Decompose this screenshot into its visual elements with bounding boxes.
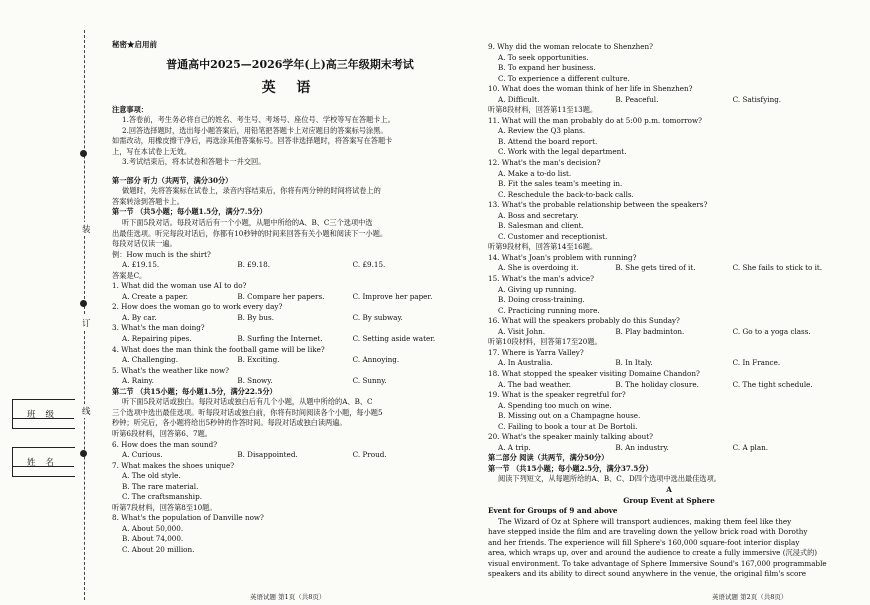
example-question: 例：How much is the shirt? xyxy=(112,249,211,259)
option-a[interactable]: A. By car. xyxy=(122,312,157,322)
page-footer-left: 英语试题 第1页（共8页） xyxy=(250,593,326,601)
binding-hole xyxy=(80,300,87,307)
question-text: 14. What's Joan's problem with running? xyxy=(488,252,637,262)
material-note: 听第10段材料，回答第17至20题。 xyxy=(488,337,602,347)
class-field-label-box xyxy=(12,399,75,429)
option-c[interactable]: C. Customer and receptionist. xyxy=(498,231,608,241)
option-b[interactable]: B. Compare her papers. xyxy=(237,291,325,301)
option-c[interactable]: C. A plan. xyxy=(732,442,769,452)
option-a[interactable]: A. Boss and secretary. xyxy=(498,210,579,220)
question-text: 9. Why did the woman relocate to Shenzhen? xyxy=(488,42,653,51)
question-text: 19. What is the speaker regretful for? xyxy=(488,390,626,400)
listening-intro: 答案转涂到答题卡上。 xyxy=(112,196,184,206)
option-b[interactable]: B. By bus. xyxy=(237,312,275,322)
question-text: 13. What's the probable relationship between the speakers? xyxy=(488,200,708,210)
section-1-intro: 每段对话仅读一遍。 xyxy=(112,239,177,249)
question-options xyxy=(112,292,468,303)
option-a[interactable]: A. Review the Q3 plans. xyxy=(498,126,586,136)
passage-line: The Wizard of Oz at Sphere will transport audiences, making them feel like they xyxy=(498,516,792,526)
question-text: 18. What stopped the speaker visiting Domaine Chandon? xyxy=(488,368,700,378)
option-b[interactable]: B. About 74,000. xyxy=(122,534,184,544)
passage-title: Group Event at Sphere xyxy=(623,495,715,505)
option-c[interactable]: C. Reschedule the back-to-back calls. xyxy=(498,189,634,199)
question-options xyxy=(112,450,468,461)
section-1-intro: 听下面5段对话。每段对话后有一个小题，从题中所给的A、B、C三个选项中选 xyxy=(122,218,373,228)
material-note: 听第9段材料，回答第14至16题。 xyxy=(488,242,598,252)
option-a[interactable]: A. Create a paper. xyxy=(122,291,188,301)
option-a[interactable]: A. Make a to-do list. xyxy=(498,168,572,178)
option-a[interactable]: A. Difficult. xyxy=(498,94,540,104)
option-c[interactable]: C. Proud. xyxy=(352,450,387,460)
option-b[interactable]: B. She gets tired of it. xyxy=(615,263,696,273)
option-a[interactable]: A. Challenging. xyxy=(122,355,179,365)
reading-section-1-title: 第一节 （共15小题；每小题2.5分，满分37.5分） xyxy=(488,463,653,473)
question-text: 17. Where is Yarra Valley? xyxy=(488,347,584,357)
section-2-intro: 秒钟；听完后，各小题将给出5秒钟的作答时间。每段对话或独白读两遍。 xyxy=(112,418,347,428)
option-b[interactable]: B. Peaceful. xyxy=(615,94,659,104)
question-options xyxy=(112,313,468,324)
option-a[interactable]: A. She is overdoing it. xyxy=(498,263,579,273)
question-options xyxy=(488,263,850,274)
passage-letter: A xyxy=(666,484,672,494)
option-a[interactable]: A. Visit John. xyxy=(498,326,546,336)
question-text: 3. What's the man doing? xyxy=(112,323,205,333)
section-1-title: 第一节 （共5小题；每小题1.5分，满分7.5分） xyxy=(112,207,267,217)
option-c[interactable]: C. The tight schedule. xyxy=(732,379,813,389)
option-b[interactable]: B. Disappointed. xyxy=(237,450,298,460)
question-text: 20. What's the speaker mainly talking about? xyxy=(488,432,653,442)
example-answer: 答案是C。 xyxy=(112,270,147,280)
passage-line: have stepped inside the film and are traveling down the yellow brick road with Dorothy xyxy=(488,527,808,537)
option-a: A. £19.15. xyxy=(122,260,160,270)
question-options xyxy=(112,376,468,387)
notes-line: 3.考试结束后，将本试卷和答题卡一并交回。 xyxy=(122,157,266,167)
option-a[interactable]: A. Curious. xyxy=(122,450,163,460)
material-note: 听第7段材料，回答第8至10题。 xyxy=(112,502,217,512)
question-text: 4. What does the man think the football game will be like? xyxy=(112,344,325,354)
material-note: 听第8段材料，回答第11至13题。 xyxy=(488,105,598,115)
option-b[interactable]: B. The rare material. xyxy=(122,481,199,491)
option-c[interactable]: C. To experience a different culture. xyxy=(498,73,630,83)
notes-line: 上，写在本试卷上无效。 xyxy=(112,146,192,156)
option-c[interactable]: C. By subway. xyxy=(352,312,403,322)
class-field[interactable] xyxy=(12,418,74,419)
secret-label: 秘密★启用前 xyxy=(112,40,157,49)
event-heading: Event for Groups of 9 and above xyxy=(488,506,618,516)
option-c[interactable]: C. Go to a yoga class. xyxy=(732,326,811,336)
option-b[interactable]: B. Doing cross-training. xyxy=(498,295,585,305)
option-a[interactable]: A. About 50,000. xyxy=(122,523,184,533)
question-text: 16. What will the speakers probably do this Sunday? xyxy=(488,316,680,326)
binding-char: 装 xyxy=(82,222,91,236)
section-2-intro: 三个选项中选出最佳选项。听每段对话或独白前，你将有时间阅读各个小题，每小题5 xyxy=(112,407,383,417)
binding-hole xyxy=(80,150,87,157)
option-b[interactable]: B. Snowy. xyxy=(237,376,273,386)
question-options xyxy=(488,380,850,391)
name-field[interactable] xyxy=(12,466,74,467)
option-c[interactable]: C. In France. xyxy=(732,358,781,368)
subject-title: 英 语 xyxy=(261,79,319,96)
notes-line: 1.答卷前，考生务必将自己的姓名、考生号、考场号、座位号、学校等写在答题卡上。 xyxy=(122,115,395,125)
option-b[interactable]: B. The holiday closure. xyxy=(615,379,699,389)
option-a[interactable]: A. The bad weather. xyxy=(498,379,571,389)
option-b[interactable]: B. Play badminton. xyxy=(615,326,685,336)
option-a[interactable]: A. To seek opportunities. xyxy=(498,52,589,62)
binding-spine xyxy=(0,0,96,605)
class-label: 班级 xyxy=(27,410,65,420)
page-footer-right: 英语试题 第2页（共8页） xyxy=(712,593,788,601)
question-text: 5. What's the weather like now? xyxy=(112,365,229,375)
passage-line: and her friends. The experience will fill Sphere's 160,000 square-foot interior display xyxy=(488,537,800,547)
option-c: C. £9.15. xyxy=(352,260,386,270)
listening-part-title: 第一部分 听力（共两节，满分30分） xyxy=(112,175,233,185)
section-1-intro: 出最佳选项。听完每段对话后，你都有10秒钟的时间来回答有关小题和阅读下一小题。 xyxy=(112,228,388,238)
option-b[interactable]: B. To expand her business. xyxy=(498,63,596,73)
question-text: 6. How does the man sound? xyxy=(112,439,218,449)
section-2-intro: 听下面5段对话或独白。每段对话或独白后有几个小题，从题中所给的A、B、C xyxy=(122,397,373,407)
binding-dashed-line xyxy=(84,30,85,600)
question-text: 15. What's the man's advice? xyxy=(488,274,594,284)
page-2-column xyxy=(488,0,850,580)
option-b[interactable]: B. In Italy. xyxy=(615,358,653,368)
option-b[interactable]: B. Attend the board report. xyxy=(498,136,598,146)
option-c[interactable]: C. Failing to book a tour at De Bortoli. xyxy=(498,421,638,431)
question-options xyxy=(112,334,468,345)
option-b[interactable]: B. An industry. xyxy=(615,442,669,452)
question-text: 1. What did the woman use AI to do? xyxy=(112,281,247,291)
option-c[interactable]: C. About 20 million. xyxy=(122,544,195,554)
question-options xyxy=(488,443,850,454)
option-b[interactable]: B. Missing out on a Champagne house. xyxy=(498,411,641,421)
name-label: 姓名 xyxy=(27,458,65,468)
question-options xyxy=(488,95,850,106)
notes-line: 2.回答选择题时，选出每小题答案后，用铅笔把答题卡上对应题目的答案标号涂黑。 xyxy=(122,125,388,135)
option-b: B. £9.18. xyxy=(237,260,271,270)
question-text: 10. What does the woman think of her life in Shenzhen? xyxy=(488,84,693,94)
passage-line: visual environment. To take advantage of Sphere Immersive Sound's 167,000 programmable xyxy=(488,558,827,568)
question-text: 7. What makes the shoes unique? xyxy=(112,460,235,470)
question-text: 2. How does the woman go to work every day? xyxy=(112,302,283,312)
question-options xyxy=(112,355,468,366)
section-2-title: 第二节 （共15小题；每小题1.5分，满分22.5分） xyxy=(112,386,277,396)
option-c[interactable]: C. Annoying. xyxy=(352,355,400,365)
option-b[interactable]: B. Exciting. xyxy=(237,355,280,365)
question-text: 8. What's the population of Danville now? xyxy=(112,513,264,523)
option-a[interactable]: A. Repairing pipes. xyxy=(122,334,192,344)
option-c[interactable]: C. The craftsmanship. xyxy=(122,492,202,502)
exam-title: 普通高中2025—2026学年(上)高三年级期末考试 xyxy=(166,57,414,71)
option-a[interactable]: A. Spending too much on wine. xyxy=(498,400,612,410)
question-text: 12. What's the man's decision? xyxy=(488,158,601,168)
binding-char: 订 xyxy=(82,316,91,330)
option-a[interactable]: A. Rainy. xyxy=(122,376,154,386)
listening-intro: 做题时，先将答案标在试卷上，录音内容结束后，你将有两分钟的时间将试卷上的 xyxy=(122,186,381,196)
option-c[interactable]: C. Sunny. xyxy=(352,376,387,386)
question-options xyxy=(488,358,850,369)
name-field-label-box xyxy=(12,447,75,477)
option-c[interactable]: C. She fails to stick to it. xyxy=(732,263,823,273)
question-options xyxy=(488,327,850,338)
example-options xyxy=(112,260,468,271)
material-note: 听第6段材料，回答第6、7题。 xyxy=(112,428,212,438)
passage-line: speakers and its ability to direct sound anywhere in the venue, the original film's score xyxy=(488,569,807,579)
option-c[interactable]: C. Setting aside water. xyxy=(352,334,436,344)
option-b[interactable]: B. Salesman and client. xyxy=(498,221,584,231)
reading-intro: 阅读下列短文，从每题所给的A、B、C、D四个选项中选出最佳选项。 xyxy=(498,474,721,484)
option-c[interactable]: C. Satisfying. xyxy=(732,94,782,104)
passage-line: area, which wraps up, over and around the audience to create a fully immersive (沉浸式的) xyxy=(488,548,818,558)
option-b[interactable]: B. Surfing the Internet. xyxy=(237,334,323,344)
option-a[interactable]: A. Giving up running. xyxy=(498,284,577,294)
option-c[interactable]: C. Practicing running more. xyxy=(498,305,600,315)
binding-char: 线 xyxy=(82,404,91,418)
option-b[interactable]: B. Fit the sales team's meeting in. xyxy=(498,179,623,189)
notes-title: 注意事项： xyxy=(112,104,148,114)
option-a[interactable]: A. The old style. xyxy=(122,471,181,481)
option-c[interactable]: C. Work with the legal department. xyxy=(498,147,627,157)
notes-line: 如需改动，用橡皮擦干净后，再选涂其他答案标号。回答非选择题时，将答案写在答题卡 xyxy=(112,136,393,146)
option-c[interactable]: C. Improve her paper. xyxy=(352,291,433,301)
option-a[interactable]: A. A trip. xyxy=(498,442,531,452)
page-1-column xyxy=(112,0,468,556)
option-a[interactable]: A. In Australia. xyxy=(498,358,553,368)
question-text: 11. What will the man probably do at 5:00 p.m. tomorrow? xyxy=(488,115,703,125)
binding-hole xyxy=(80,450,87,457)
reading-part-title: 第二部分 阅读（共两节，满分50分） xyxy=(488,453,609,463)
